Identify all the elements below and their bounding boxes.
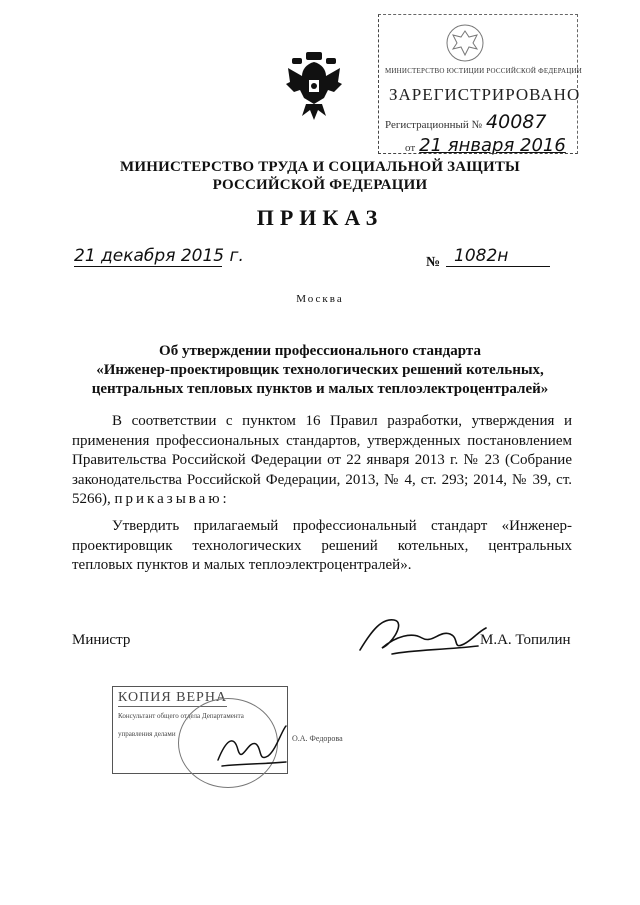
body-paragraph-1 xyxy=(72,412,572,510)
ministry-name-line-2: РОССИЙСКОЙ ФЕДЕРАЦИИ xyxy=(212,177,428,193)
document-title-line-3: центральных тепловых пунктов и малых теплоэлектроцентралей» xyxy=(91,381,549,397)
document-city: Москва xyxy=(296,293,344,305)
copy-signature xyxy=(212,720,292,770)
order-word: приказываю: xyxy=(114,491,230,507)
document-type: ПРИКАЗ xyxy=(256,205,384,230)
registration-date: 21 января 2016 xyxy=(419,135,566,156)
signer-name: М.А. Топилин xyxy=(480,632,571,648)
paragraph-1-text: В соответствии с пунктом 16 Правил разработки, утверждения и применения профессиональных стандартов, утвержденных постановлением Правительства Российской Федерации от 22 января 2013 г. № 23 (Собрание законодательства Российской Федерации, 2013, № 4, ст. 293; 2014, № 39, ст. 5266), xyxy=(72,413,572,507)
registration-number: 40087 xyxy=(486,111,547,133)
ministry-name-line-1: МИНИСТЕРСТВО ТРУДА И СОЦИАЛЬНОЙ ЗАЩИТЫ xyxy=(120,159,520,175)
registration-date-row xyxy=(405,135,566,156)
registration-number-label: Регистрационный № xyxy=(385,119,483,131)
handwritten-signature xyxy=(352,610,492,660)
registration-number-row xyxy=(385,111,546,133)
copy-stamp-title: КОПИЯ ВЕРНА xyxy=(118,690,228,705)
registration-stamp xyxy=(378,14,582,156)
coat-of-arms-icon xyxy=(284,50,344,122)
copy-stamp-position: Консультант общего отдела Департамента xyxy=(118,712,244,720)
document-title-line-2: «Инженер-проектировщик технологических решений котельных, xyxy=(96,362,544,378)
document-title-line-1: Об утверждении профессионального стандарта xyxy=(159,343,481,359)
registration-ministry: МИНИСТЕРСТВО ЮСТИЦИИ РОССИЙСКОЙ ФЕДЕРАЦИИ xyxy=(385,67,582,75)
copy-stamp-department: управления делами xyxy=(118,730,176,738)
document-number: 1082н xyxy=(446,246,550,267)
eagle-emblem-icon xyxy=(443,21,487,65)
signer-title: Министр xyxy=(72,632,131,648)
registration-status: ЗАРЕГИСТРИРОВАНО xyxy=(389,85,581,104)
body-paragraph-2: Утвердить прилагаемый профессиональный стандарт «Инженер-проектировщик технологических решений котельных, центральных тепловых пунктов и малых теплоэлектроцентралей». xyxy=(72,518,572,573)
registration-date-label: от xyxy=(405,142,416,154)
document-date: 21 декабря 2015 г. xyxy=(74,246,244,266)
document-number-label: № xyxy=(426,255,441,270)
copy-stamp-name: О.А. Федорова xyxy=(292,734,343,743)
